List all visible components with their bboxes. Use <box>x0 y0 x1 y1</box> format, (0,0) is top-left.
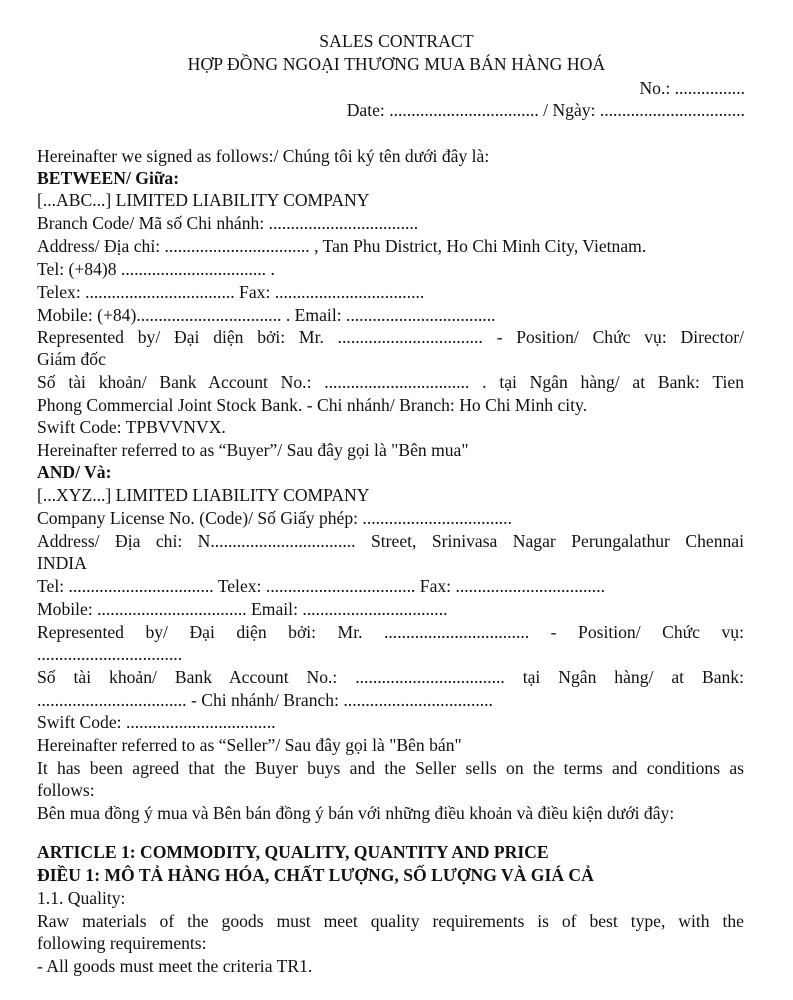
seller-company: [...XYZ...] LIMITED LIABILITY COMPANY <box>37 485 370 505</box>
seller-referred: Hereinafter referred to as “Seller”/ Sau đây gọi là "Bên bán" <box>37 735 462 755</box>
buyer-tel: Tel: (+84)8 ................................. . <box>37 259 275 279</box>
buyer-position-cont: Giám đốc <box>37 349 106 369</box>
seller-address-cont: INDIA <box>37 553 87 573</box>
buyer-telex-fax: Telex: .................................. Fax: .................................. <box>37 282 425 302</box>
buyer-mobile-email: Mobile: (+84)................................. . Email: .................................. <box>37 305 496 325</box>
buyer-bank-branch: Phong Commercial Joint Stock Bank. - Chi nhánh/ Branch: Ho Chi Minh city. <box>37 395 588 415</box>
contract-date: Date: .................................. / Ngày: ................................. <box>346 100 745 120</box>
agreement-text: It has been agreed that the Buyer buys and the Seller sells on the terms and conditions as <box>37 758 744 778</box>
contract-number: No.: ................ <box>639 78 745 98</box>
quality-heading: 1.1. Quality: <box>37 888 126 908</box>
seller-mobile-email: Mobile: .................................. Email: ................................. <box>37 599 448 619</box>
quality-text: Raw materials of the goods must meet quality requirements is of best type, with the <box>37 911 744 931</box>
buyer-branch-code: Branch Code/ Mã số Chi nhánh: .................................. <box>37 213 419 233</box>
contract-title-en: SALES CONTRACT <box>319 31 474 51</box>
article1-title-vi: ĐIỀU 1: MÔ TẢ HÀNG HÓA, CHẤT LƯỢNG, SỐ LƯỢNG VÀ GIÁ CẢ <box>37 865 594 885</box>
buyer-address: Address/ Địa chỉ: ................................. , Tan Phu District, Ho Chi Minh City, Vietnam. <box>37 236 647 256</box>
buyer-represented: Represented by/ Đại diện bởi: Mr. ................................. - Position/ Chức vụ: Director/ <box>37 327 744 347</box>
agreement-text-cont: follows: <box>37 780 95 800</box>
seller-tel-telex-fax: Tel: ................................. Telex: .................................. Fax: .................................. <box>37 576 606 596</box>
seller-address: Address/ Địa chỉ: N................................. Street, Srinivasa Nagar Perungalathur Chennai <box>37 531 744 551</box>
agreement-text-vi: Bên mua đồng ý mua và Bên bán đồng ý bán với những điều khoản và điều kiện dưới đây: <box>37 803 675 823</box>
seller-position-cont: ................................. <box>37 644 183 664</box>
buyer-company: [...ABC...] LIMITED LIABILITY COMPANY <box>37 190 370 210</box>
intro-text: Hereinafter we signed as follows:/ Chúng tôi ký tên dưới đây là: <box>37 146 490 166</box>
contract-title-vi: HỢP ĐỒNG NGOẠI THƯƠNG MUA BÁN HÀNG HOÁ <box>187 54 606 74</box>
seller-bank-branch: .................................. - Chi nhánh/ Branch: .................................. <box>37 690 493 710</box>
buyer-referred: Hereinafter referred to as “Buyer”/ Sau đây gọi là "Bên mua" <box>37 440 469 460</box>
seller-license: Company License No. (Code)/ Số Giấy phép: .................................. <box>37 508 512 528</box>
between-heading: BETWEEN/ Giữa: <box>37 168 180 188</box>
buyer-swift-code: Swift Code: TPBVVNVX. <box>37 417 226 437</box>
and-heading: AND/ Và: <box>37 462 112 482</box>
buyer-bank-account: Số tài khoản/ Bank Account No.: ................................. . tại Ngân hàng/ at Bank: Tien <box>37 372 744 392</box>
seller-swift-code: Swift Code: .................................. <box>37 712 276 732</box>
article1-title-en: ARTICLE 1: COMMODITY, QUALITY, QUANTITY AND PRICE <box>37 842 549 862</box>
quality-criteria: - All goods must meet the criteria TR1. <box>37 956 313 976</box>
seller-represented: Represented by/ Đại diện bởi: Mr. ................................. - Position/ Chức vụ: <box>37 622 744 642</box>
seller-bank-account: Số tài khoản/ Bank Account No.: .................................. tại Ngân hàng/ at Bank: <box>37 667 744 687</box>
quality-text-cont: following requirements: <box>37 933 207 953</box>
